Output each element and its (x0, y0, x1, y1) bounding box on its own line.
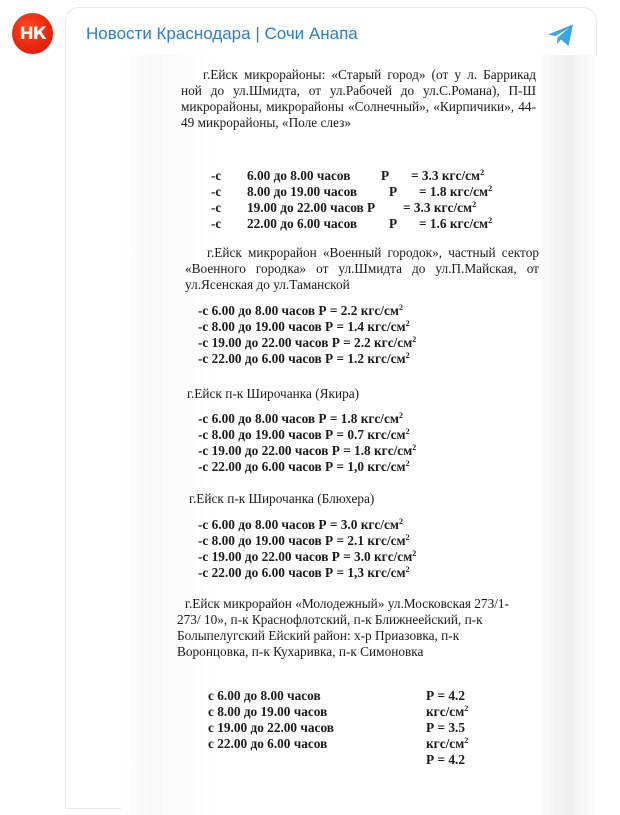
row-text: -с 22.00 до 6.00 часов Р = 1,0 кгс/см (198, 459, 406, 474)
section-heading-text: г.Ейск микрорайон «Военный городок», частный сектор «Военного городка» от ул.Шмидта до ул.П.Майская, от ул.Ясенская до ул.Таманской (185, 245, 539, 292)
schedule-row: с 8.00 до 19.00 часов (208, 704, 328, 719)
row-sup: 2 (405, 351, 410, 360)
channel-avatar[interactable]: НК (12, 13, 53, 54)
telegram-icon[interactable] (546, 22, 576, 48)
section-heading (185, 245, 539, 293)
schedule-rows (198, 411, 416, 475)
section-heading-text: г.Ейск микрорайоны: «Старый город» (от у л. Баррикад ной до ул.Шмидта, от ул.Рабочей до ул.С.Романа), П-Ш микрорайоны, микрорайоны «Солнечный», «Кирпичики», 44-49 микрорайоны, «Поле слез» (181, 67, 536, 130)
schedule-row (198, 549, 416, 565)
value-text: Р = 4.2 (426, 752, 465, 767)
row-sup: 2 (398, 411, 403, 420)
row-text: -с 22.00 до 6.00 часов Р = 1,3 кгс/см (198, 565, 406, 580)
schedule-rows-left (208, 688, 334, 752)
row-prefix: -с (211, 216, 222, 231)
row-prefix: -с (211, 184, 222, 199)
schedule-row (198, 459, 416, 475)
schedule-row (198, 411, 416, 427)
row-text: -с 22.00 до 6.00 часов Р = 1.2 кгс/см (198, 351, 406, 366)
schedule-row (198, 303, 416, 319)
pressure-value (426, 720, 468, 736)
row-p: Р (389, 216, 398, 231)
pressure-value (426, 752, 468, 768)
section-heading (181, 67, 536, 131)
row-value: = 3.3 кгс/см (411, 168, 481, 183)
row-sup: 2 (472, 200, 477, 209)
row-time: 22.00 до 6.00 часов (247, 216, 358, 231)
section-heading (187, 386, 359, 402)
row-sup: 2 (398, 303, 403, 312)
schedule-row (198, 533, 416, 549)
row-sup: 2 (405, 459, 410, 468)
value-text: кгс/см (426, 736, 465, 751)
image-edge-shade (542, 55, 597, 815)
row-sup: 2 (488, 184, 493, 193)
row-sup: 2 (464, 736, 469, 745)
schedule-row (198, 335, 416, 351)
pressure-unit (426, 736, 468, 752)
value-text: Р = 3.5 (426, 720, 465, 735)
post-image[interactable] (121, 55, 597, 815)
schedule-row (198, 319, 416, 335)
row-prefix: -с (211, 168, 222, 183)
schedule-row (198, 443, 416, 459)
row-p: Р (389, 184, 398, 199)
row-value: = 1.6 кгс/см (419, 216, 489, 231)
schedule-row: с 19.00 до 22.00 часов (208, 720, 334, 735)
row-sup: 2 (398, 517, 403, 526)
row-sup: 2 (412, 549, 417, 558)
section-heading-text: г.Ейск п-к Широчанка (Блюхера) (189, 491, 375, 506)
row-p: Р (381, 168, 390, 183)
value-text: кгс/см (426, 704, 465, 719)
row-text: -с 19.00 до 22.00 часов Р = 3.0 кгс/см (198, 549, 413, 564)
row-sup: 2 (405, 533, 410, 542)
row-value: = 1.8 кгс/см (419, 184, 489, 199)
schedule-row (198, 517, 416, 533)
section-heading (189, 491, 374, 507)
row-text: -с 19.00 до 22.00 часов Р = 1.8 кгс/см (198, 443, 413, 458)
row-sup: 2 (405, 319, 410, 328)
channel-title[interactable]: Новости Краснодара | Сочи Анапа (86, 24, 358, 43)
row-prefix: -с (211, 200, 222, 215)
row-sup: 2 (405, 565, 410, 574)
post-card (65, 7, 597, 809)
schedule-rows-right (426, 688, 468, 768)
section-heading (177, 596, 513, 660)
schedule-row: с 22.00 до 6.00 часов (208, 736, 328, 751)
section-heading-text: г.Ейск микрорайон «Молодежный» ул.Московская 273/1- 273/ 10», п-к Краснофлотский, п-к Ближнеейский, п-к Болыпелугский Ейский район: х-р Приазовка, п-к Воронцовка, п-к Кухаривка, п-к Симоновка (177, 596, 510, 659)
schedule-row: с 6.00 до 8.00 часов (208, 688, 321, 703)
value-text: Р = 4.2 (426, 688, 465, 703)
row-time: 19.00 до 22.00 часов Р (247, 200, 376, 215)
schedule-rows (198, 303, 416, 367)
row-time: 6.00 до 8.00 часов (247, 168, 351, 183)
row-text: -с 8.00 до 19.00 часов Р = 0.7 кгс/см (198, 427, 406, 442)
row-text: -с 8.00 до 19.00 часов Р = 2.1 кгс/см (198, 533, 406, 548)
pressure-unit (426, 704, 468, 720)
row-text: -с 6.00 до 8.00 часов Р = 2.2 кгс/см (198, 303, 399, 318)
row-text: -с 6.00 до 8.00 часов Р = 3.0 кгс/см (198, 517, 399, 532)
row-text: -с 8.00 до 19.00 часов Р = 1.4 кгс/см (198, 319, 406, 334)
post-header (86, 24, 576, 48)
row-sup: 2 (405, 427, 410, 436)
schedule-rows (198, 517, 416, 581)
pressure-value (426, 688, 468, 704)
row-text: -с 6.00 до 8.00 часов Р = 1.8 кгс/см (198, 411, 399, 426)
row-sup: 2 (488, 216, 493, 225)
schedule-row (198, 565, 416, 581)
row-text: -с 19.00 до 22.00 часов Р = 2.2 кгс/см (198, 335, 413, 350)
row-time: 8.00 до 19.00 часов (247, 184, 358, 199)
row-sup: 2 (412, 443, 417, 452)
row-sup: 2 (412, 335, 417, 344)
schedule-row (198, 427, 416, 443)
row-sup: 2 (480, 168, 485, 177)
schedule-row (198, 351, 416, 367)
section-heading-text: г.Ейск п-к Широчанка (Якира) (187, 386, 360, 401)
row-value: = 3.3 кгс/см (403, 200, 473, 215)
row-sup: 2 (464, 704, 469, 713)
